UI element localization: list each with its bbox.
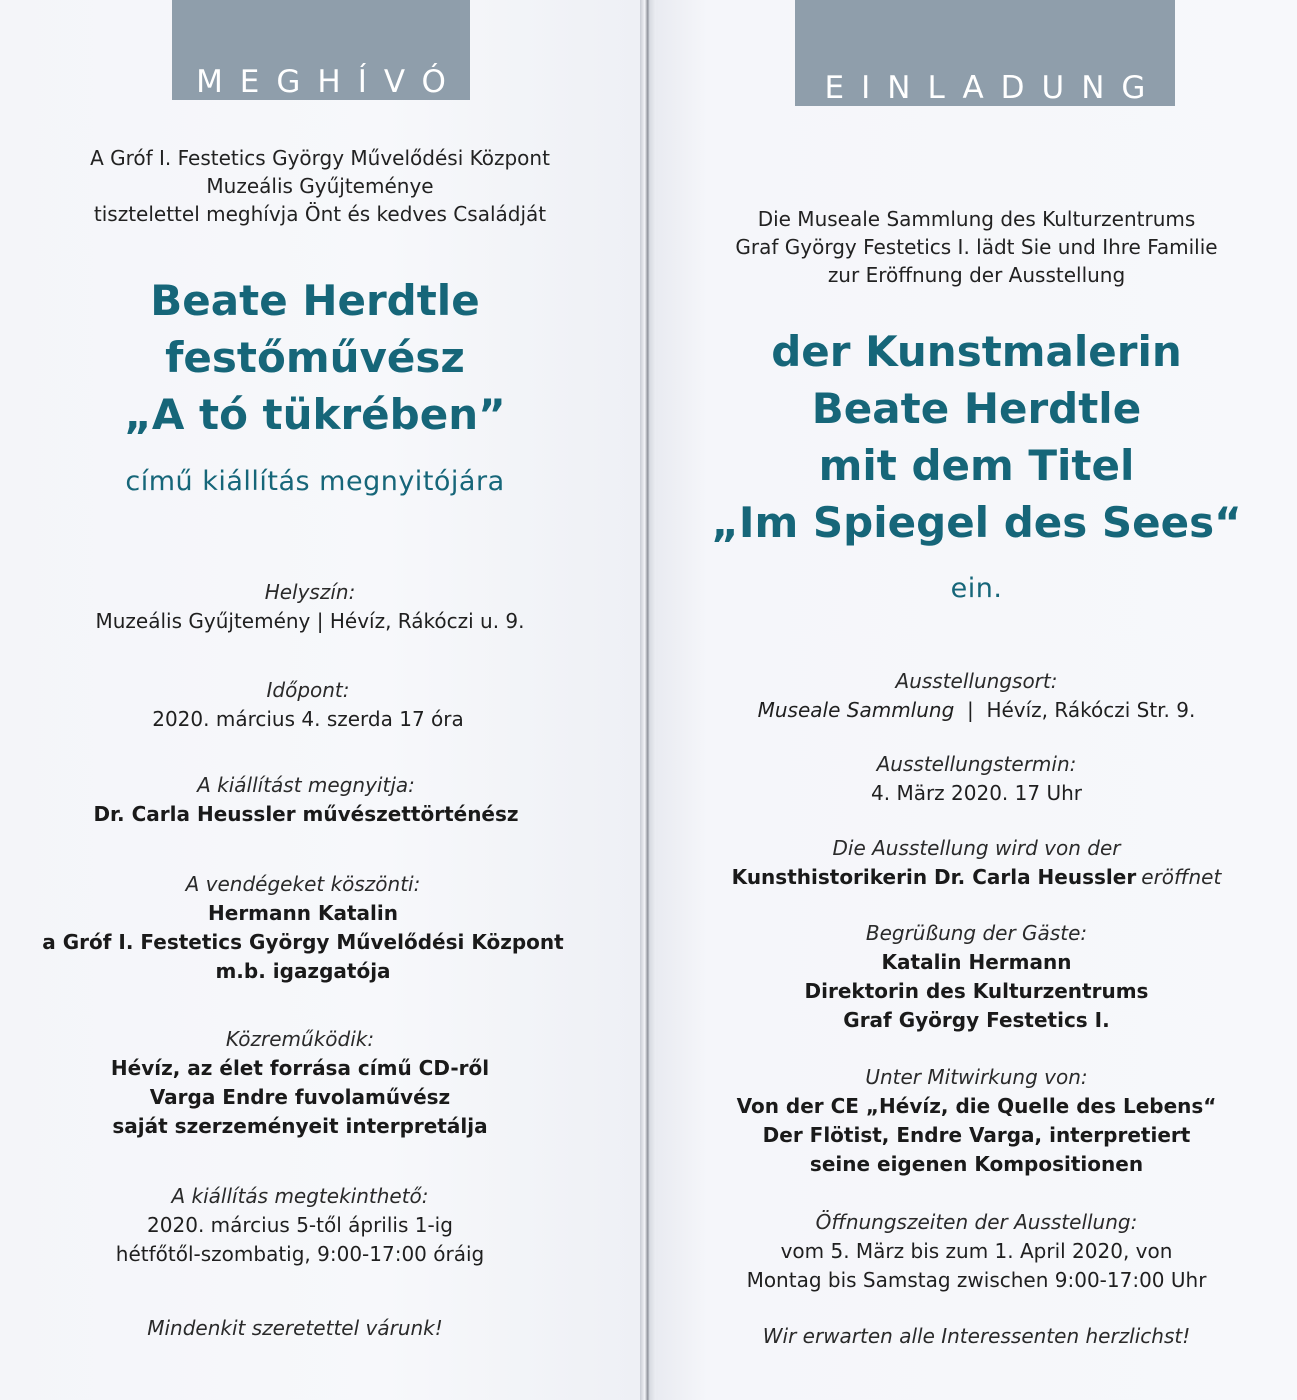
opener-label: A kiállítást megnyitja:: [197, 773, 415, 797]
intro-line: Graf György Festetics I. lädt Sie und Ihre Familie: [735, 235, 1218, 259]
performer-section: [656, 1063, 1297, 1179]
date-section: [0, 676, 616, 734]
greeter-label: A vendégeket köszönti:: [185, 872, 421, 896]
intro-line: tisztelettel meghívja Önt és kedves Családját: [93, 202, 547, 226]
venue-section: [0, 578, 620, 636]
viewing-label: A kiállítás megtekinthető:: [171, 1184, 429, 1208]
title-line: festőművész: [165, 333, 465, 382]
greeter-section: [656, 919, 1297, 1035]
performer-line: seine eigenen Kompositionen: [809, 1152, 1144, 1176]
greeter-line: Direktorin des Kulturzentrums: [804, 979, 1149, 1003]
greeter-line: m.b. igazgatója: [215, 959, 391, 983]
venue-section: [656, 667, 1297, 725]
greeter-label: Begrüßung der Gäste:: [865, 921, 1088, 945]
venue-value: Muzeális Gyűjtemény | Hévíz, Rákóczi u. 9.: [95, 609, 525, 633]
header-banner: [795, 0, 1175, 106]
opener-section: [0, 771, 612, 829]
date-label: Ausstellungstermin:: [876, 752, 1077, 776]
performer-line: Der Flötist, Endre Varga, interpretiert: [762, 1123, 1191, 1147]
viewing-section: [0, 1182, 600, 1269]
performer-line: Varga Endre fuvolaművész: [149, 1085, 451, 1109]
header-title: EINLADUNG: [824, 70, 1163, 106]
title-line: „A tó tükrében”: [124, 390, 506, 439]
exhibition-subtitle: című kiállítás megnyitójára: [125, 466, 505, 497]
title-line: mit dem Titel: [818, 441, 1135, 490]
opener-name: Dr. Carla Heussler művészettörténész: [93, 802, 519, 826]
invitation-panel-hungarian: [0, 0, 640, 1400]
venue-address: | Hévíz, Rákóczi Str. 9.: [954, 698, 1196, 722]
performer-line: saját szerzeményeit interpretálja: [112, 1114, 488, 1138]
opener-name: Kunsthistorikerin Dr. Carla Heussler: [731, 865, 1137, 889]
exhibition-title: [656, 323, 1297, 551]
performer-label: Közreműködik:: [225, 1027, 375, 1051]
intro-line: A Gróf I. Festetics György Művelődési Központ: [90, 146, 550, 170]
viewing-line: 2020. március 5-től április 1-ig: [147, 1213, 453, 1237]
greeter-line: Graf György Festetics I.: [843, 1008, 1110, 1032]
title-line: der Kunstmalerin: [771, 327, 1182, 376]
performer-label: Unter Mitwirkung von:: [865, 1065, 1088, 1089]
opener-verb: eröffnet: [1141, 865, 1222, 889]
exhibition-subtitle: ein.: [950, 573, 1003, 604]
viewing-section: [656, 1208, 1297, 1295]
viewing-line: Montag bis Samstag zwischen 9:00-17:00 Uhr: [746, 1268, 1207, 1292]
intro-text: [20, 144, 620, 228]
viewing-line: vom 5. März bis zum 1. April 2020, von: [780, 1239, 1173, 1263]
opener-section: [656, 834, 1297, 892]
performer-line: Hévíz, az élet forrása című CD-ről: [110, 1056, 490, 1080]
header-banner: [172, 0, 470, 100]
venue-label: Helyszín:: [264, 580, 356, 604]
intro-line: Muzeális Gyűjteménye: [206, 174, 434, 198]
viewing-label: Öffnungszeiten der Ausstellung:: [815, 1210, 1138, 1234]
date-value: 4. März 2020. 17 Uhr: [871, 781, 1082, 805]
performer-section: [0, 1025, 600, 1141]
viewing-line: hétfőtől-szombatig, 9:00-17:00 óráig: [115, 1242, 485, 1266]
fold-crease: [640, 0, 656, 1400]
intro-text: [656, 205, 1297, 289]
intro-line: zur Eröffnung der Ausstellung: [827, 263, 1126, 287]
opener-label: Die Ausstellung wird von der: [832, 836, 1121, 860]
venue-name: Museale Sammlung: [757, 698, 955, 722]
title-line: Beate Herdtle: [811, 384, 1142, 433]
title-line: „Im Spiegel des Sees“: [711, 498, 1242, 547]
venue-value: [656, 696, 1297, 725]
closing-text: Wir erwarten alle Interessenten herzlichst!: [762, 1324, 1191, 1348]
date-label: Időpont:: [266, 678, 350, 702]
greeter-line: Hermann Katalin: [208, 901, 398, 925]
date-value: 2020. március 4. szerda 17 óra: [152, 707, 464, 731]
greeter-section: [0, 870, 606, 986]
intro-line: Die Museale Sammlung des Kulturzentrums: [757, 207, 1196, 231]
invitation-panel-german: [656, 0, 1297, 1400]
title-line: Beate Herdtle: [150, 276, 480, 325]
greeter-line: a Gróf I. Festetics György Művelődési Központ: [42, 930, 564, 954]
performer-line: Von der CE „Hévíz, die Quelle des Lebens“: [736, 1094, 1217, 1118]
venue-label: Ausstellungsort:: [895, 669, 1058, 693]
opener-value: [656, 863, 1297, 892]
exhibition-title: [0, 272, 630, 443]
date-section: [656, 750, 1297, 808]
greeter-line: Katalin Hermann: [881, 950, 1072, 974]
header-title: MEGHÍVÓ: [196, 64, 463, 100]
closing-text: Mindenkit szeretettel várunk!: [147, 1316, 443, 1340]
